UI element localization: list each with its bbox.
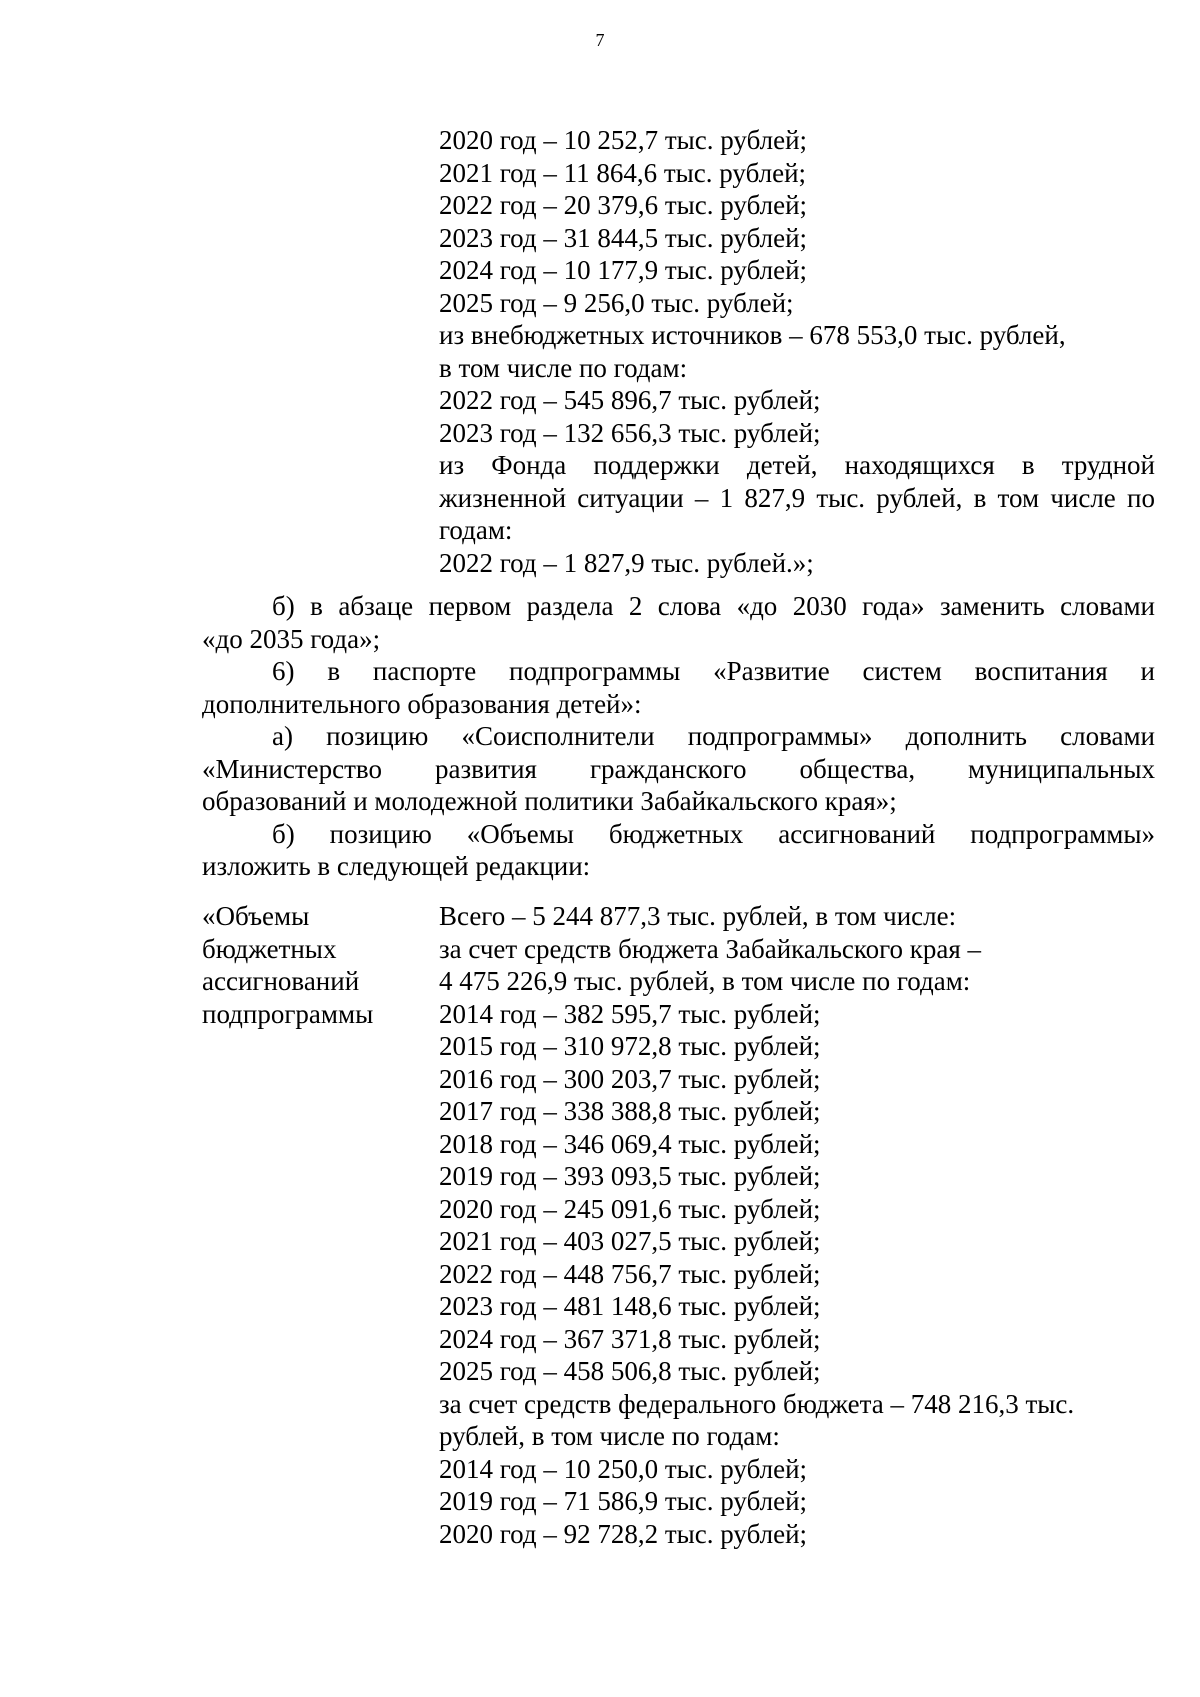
- funding-year-line: 2025 год – 458 506,8 тыс. рублей;: [439, 1356, 821, 1386]
- funding-year-line: 2023 год – 132 656,3 тыс. рублей;: [439, 417, 821, 448]
- federal-budget-line: за счет средств федерального бюджета – 748 216,3 тыс.: [439, 1388, 1075, 1419]
- funding-year-line: 2015 год – 310 972,8 тыс. рублей;: [439, 1031, 821, 1061]
- position-label-line: подпрограммы: [202, 998, 374, 1029]
- funding-subheading-line: в том числе по годам:: [439, 352, 688, 383]
- funding-year-line: 2022 год – 545 896,7 тыс. рублей;: [439, 385, 821, 415]
- paragraph-line: б) позицию «Объемы бюджетных ассигнований подпрограммы»: [272, 818, 1155, 849]
- extrabudgetary-total-line: из внебюджетных источников – 678 553,0 тыс. рублей,: [439, 320, 1066, 350]
- funding-year-line: 2021 год – 403 027,5 тыс. рублей;: [439, 1226, 821, 1256]
- funding-year-line: 2023 год – 481 148,6 тыс. рублей;: [439, 1291, 821, 1321]
- page-number: 7: [595, 30, 605, 50]
- funding-year-line: 2024 год – 10 177,9 тыс. рублей;: [439, 255, 808, 285]
- regional-budget-line: за счет средств бюджета Забайкальского края –: [439, 933, 982, 964]
- funding-year-line: 2019 год – 393 093,5 тыс. рублей;: [439, 1161, 821, 1191]
- position-label-line: бюджетных: [202, 933, 337, 964]
- federal-budget-subheading-line: рублей, в том числе по годам:: [439, 1421, 780, 1451]
- paragraph-line: «Министерство развития гражданского общества, муниципальных: [202, 753, 1155, 784]
- funding-year-line: 2022 год – 20 379,6 тыс. рублей;: [439, 190, 808, 220]
- total-line: Всего – 5 244 877,3 тыс. рублей, в том числе:: [439, 901, 957, 931]
- funding-year-line: 2020 год – 10 252,7 тыс. рублей;: [439, 125, 808, 155]
- paragraph-line: 6) в паспорте подпрограммы «Развитие систем воспитания и: [272, 656, 1155, 686]
- fund-source-line: годам:: [439, 515, 513, 545]
- paragraph-line: образований и молодежной политики Забайкальского края»;: [202, 786, 897, 816]
- amendment-paragraphs: [202, 590, 1155, 883]
- funding-year-line: 2018 год – 346 069,4 тыс. рублей;: [439, 1128, 821, 1159]
- paragraph-line: «до 2035 года»;: [202, 623, 381, 654]
- fund-source-line: жизненной ситуации – 1 827,9 тыс. рублей, в том числе по: [439, 482, 1155, 513]
- paragraph-line: б) в абзаце первом раздела 2 слова «до 2030 года» заменить словами: [272, 591, 1155, 621]
- paragraph-line: а) позицию «Соисполнители подпрограммы» дополнить словами: [272, 721, 1155, 751]
- regional-budget-total-line: 4 475 226,9 тыс. рублей, в том числе по годам:: [439, 966, 971, 996]
- funding-year-line: 2020 год – 92 728,2 тыс. рублей;: [439, 1518, 808, 1549]
- funding-year-line: 2014 год – 382 595,7 тыс. рублей;: [439, 998, 821, 1029]
- position-label: [202, 900, 432, 1030]
- position-label-line: ассигнований: [202, 966, 360, 996]
- funding-year-line: 2022 год – 448 756,7 тыс. рублей;: [439, 1258, 821, 1289]
- funding-year-line: 2019 год – 71 586,9 тыс. рублей;: [439, 1486, 808, 1516]
- paragraph-line: изложить в следующей редакции:: [202, 851, 591, 881]
- position-label-line: «Объемы: [202, 901, 310, 931]
- funding-year-line: 2023 год – 31 844,5 тыс. рублей;: [439, 222, 808, 253]
- paragraph-line: дополнительного образования детей»:: [202, 688, 642, 719]
- funding-year-line: 2021 год – 11 864,6 тыс. рублей;: [439, 157, 807, 188]
- funding-year-line: 2014 год – 10 250,0 тыс. рублей;: [439, 1453, 808, 1484]
- funding-year-line: 2024 год – 367 371,8 тыс. рублей;: [439, 1323, 821, 1354]
- funding-year-line: 2020 год – 245 091,6 тыс. рублей;: [439, 1193, 821, 1224]
- funding-year-line: 2025 год – 9 256,0 тыс. рублей;: [439, 287, 794, 318]
- funding-year-line: 2016 год – 300 203,7 тыс. рублей;: [439, 1063, 821, 1094]
- fund-source-line: из Фонда поддержки детей, находящихся в трудной: [439, 450, 1155, 480]
- funding-continuation-block: [439, 124, 1155, 579]
- position-values: [439, 900, 1155, 1550]
- funding-year-line: 2017 год – 338 388,8 тыс. рублей;: [439, 1096, 821, 1126]
- funding-year-line: 2022 год – 1 827,9 тыс. рублей.»;: [439, 547, 814, 578]
